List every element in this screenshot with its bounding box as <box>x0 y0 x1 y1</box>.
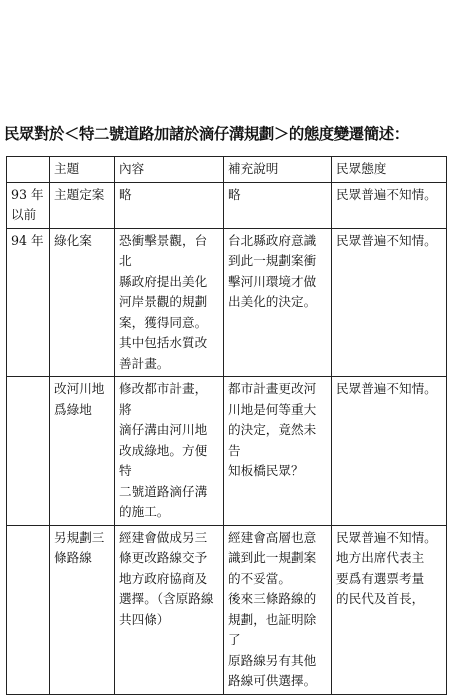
cell-text-line: 都市計畫更改河 <box>228 381 317 396</box>
cell-text-line: 略 <box>228 186 241 202</box>
cell-text-line: 規劃，也証明除了 <box>228 611 317 647</box>
header-cell-note: 補充說明 <box>224 157 332 183</box>
topic-cell <box>50 525 115 694</box>
cell-text-line: 台北縣政府意識 <box>228 232 317 248</box>
note-cell <box>224 377 332 526</box>
cell-text-line: 的施工。 <box>119 504 170 519</box>
header-cell-attitude: 民眾態度 <box>332 157 447 183</box>
year-cell <box>7 377 50 526</box>
cell-text-line: 略 <box>119 186 132 202</box>
note-cell <box>224 525 332 694</box>
cell-text-line: 綠化案 <box>54 232 92 248</box>
cell-text-line: 以前 <box>11 207 37 222</box>
cell-text-line: 原路線另有其他 <box>228 652 317 668</box>
page-heading: 民眾對於＜特二號道路加諸於滴仔溝規劃＞的態度變遷簡述： <box>4 125 409 143</box>
table-row <box>7 182 447 228</box>
cell-text-line: 要爲有選票考量 <box>336 570 425 586</box>
cell-text-line: 修改都市計畫，將 <box>119 381 208 417</box>
cell-text-line: 條路線 <box>54 550 92 565</box>
cell-text-line: 的不妥當。 <box>228 570 291 586</box>
cell-text-line: 經建會做成另三 <box>119 529 208 545</box>
topic-cell <box>50 228 115 377</box>
cell-text-line: 的民代及首長， <box>336 591 425 606</box>
cell-text-line: 其中包括水質改 <box>119 335 208 350</box>
header-cell-content: 內容 <box>115 157 224 183</box>
cell-text-line: 滴仔溝由河川地 <box>119 422 208 437</box>
cell-text-line: 到此一規劃案衝 <box>228 253 317 268</box>
cell-text-line: 地方政府協商及 <box>119 570 208 586</box>
cell-text-line: 二號道路滴仔溝 <box>119 483 208 499</box>
year-cell <box>7 228 50 377</box>
cell-text-line: 縣政府提出美化 <box>119 273 208 289</box>
cell-text-line: 爲綠地 <box>54 401 92 417</box>
table-row <box>7 377 447 526</box>
cell-text-line: 改成綠地。方便特 <box>119 442 208 478</box>
content-cell <box>115 228 224 377</box>
table-row <box>7 228 447 377</box>
content-cell <box>115 525 224 694</box>
topic-cell <box>50 182 115 228</box>
cell-text-line: 93 年 <box>11 186 44 202</box>
cell-text-line: 擊河川環境才做 <box>228 273 317 289</box>
attitude-cell <box>332 525 447 694</box>
cell-text-line: 後來三條路線的 <box>228 591 317 606</box>
cell-text-line: 條更改路線交予 <box>119 550 208 565</box>
attitude-cell <box>332 228 447 377</box>
cell-text-line: 另規劃三 <box>54 529 105 545</box>
cell-text-line: 選擇。（含原路線 <box>119 591 214 606</box>
cell-text-line: 出美化的決定。 <box>228 294 317 309</box>
cell-text-line: 河岸景觀的規劃 <box>119 294 208 309</box>
cell-text-line: 的決定，竟然未告 <box>228 422 317 458</box>
attitude-table <box>6 156 447 695</box>
note-cell <box>224 228 332 377</box>
cell-text-line: 主題定案 <box>54 186 105 202</box>
topic-cell <box>50 377 115 526</box>
cell-text-line: 知板橋民眾？ <box>228 463 304 478</box>
cell-text-line: 路線可供選擇。 <box>228 673 317 688</box>
cell-text-line: 民眾普遍不知情。 <box>336 186 437 202</box>
cell-text-line: 共四條） <box>119 611 170 627</box>
content-cell <box>115 182 224 228</box>
cell-text-line: 民眾普遍不知情。 <box>336 232 437 248</box>
attitude-cell <box>332 182 447 228</box>
attitude-cell <box>332 377 447 526</box>
cell-text-line: 改河川地 <box>54 381 105 396</box>
cell-text-line: 地方出席代表主 <box>336 550 425 565</box>
year-cell <box>7 525 50 694</box>
cell-text-line: 民眾普遍不知情。 <box>336 381 437 396</box>
content-cell <box>115 377 224 526</box>
header-cell-year <box>7 157 50 183</box>
cell-text-line: 94 年 <box>11 232 44 248</box>
cell-text-line: 識到此一規劃案 <box>228 550 317 565</box>
cell-text-line: 善計畫。 <box>119 355 170 371</box>
table-header-row <box>7 157 447 183</box>
note-cell <box>224 182 332 228</box>
cell-text-line: 經建會高層也意 <box>228 529 317 545</box>
year-cell <box>7 182 50 228</box>
cell-text-line: 案，獲得同意。 <box>119 314 208 330</box>
cell-text-line: 民眾普遍不知情。 <box>336 529 437 545</box>
table-row <box>7 525 447 694</box>
cell-text-line: 川地是何等重大 <box>228 401 317 417</box>
cell-text-line: 恐衝擊景觀，台北 <box>119 232 208 268</box>
header-cell-topic: 主題 <box>50 157 115 183</box>
